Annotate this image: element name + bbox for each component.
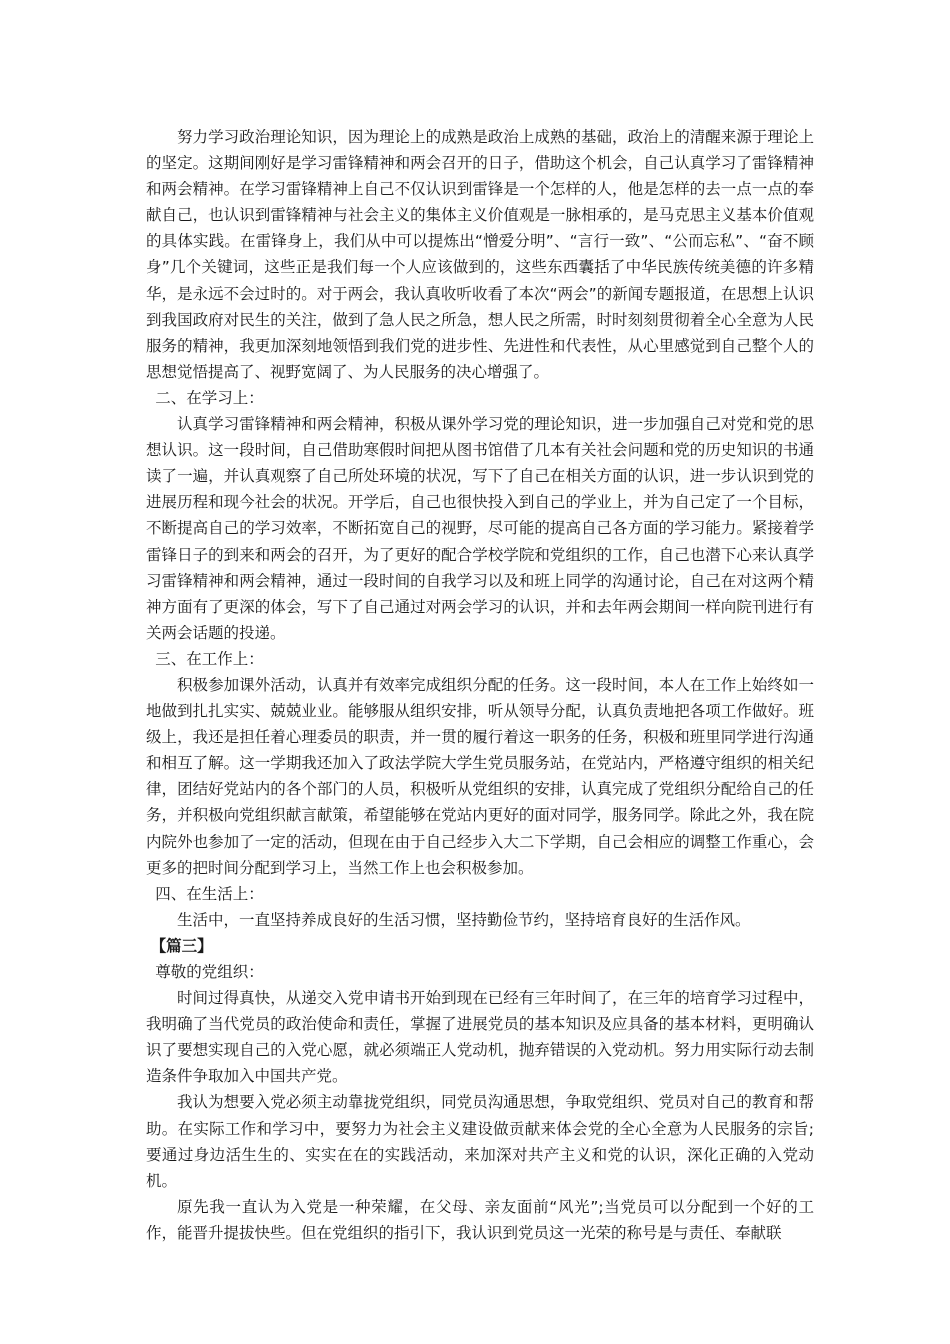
paragraph-three-years: 时间过得真快，从递交入党申请书开始到现在已经有三年时间了，在三年的培育学习过程中，我明确了当代党员的政治使命和责任，掌握了进展党员的基本知识及应具备的基本材料，更明确认识了要想实现自己的入党心愿，就必须端正人党动机，抛弃错误的入党动机。努力用实际行动去制造条件争取加入中国共产党。 bbox=[146, 989, 814, 1086]
paragraph-political-theory: 努力学习政治理论知识，因为理论上的成熟是政治上成熟的基础，政治上的清醒来源于理论上的坚定。这期间刚好是学习雷锋精神和两会召开的日子，借助这个机会，自己认真学习了雷锋精神和两会精神。在学习雷锋精神上自己不仅认识到雷锋是一个怎样的人，他是怎样的去一点一点的奉献自己，也认识到雷锋精神与社会主义的集体主义价值观是一脉相承的，是马克思主义基本价值观的具体实践。在雷锋身上，我们从中可以提炼出“憎爱分明”、“言行一致”、“公而忘私”、“奋不顾身”几个关键词，这些正是我们每一个人应该做到的，这些东西囊括了中华民族传统美德的许多精华，是永远不会过时的。对于两会，我认真收听收看了本次“两会”的新闻专题报道，在思想上认识到我国政府对民生的关注，做到了急人民之所急，想人民之所需，时时刻刻贯彻着全心全意为人民服务的精神，我更加深刻地领悟到我们党的进步性、先进性和代表性，从心里感觉到自己整个人的思想觉悟提高了、视野宽阔了、为人民服务的决心增强了。 bbox=[146, 128, 814, 381]
section-heading-study: 二、在学习上： bbox=[155, 388, 264, 407]
section-heading-life: 四、在生活上： bbox=[155, 884, 264, 903]
salutation: 尊敬的党组织： bbox=[155, 963, 264, 981]
paragraph-approach-party: 我认为想要入党必须主动靠拢党组织，同党员沟通思想，争取党组织、党员对自己的教育和帮助。在实际工作和学习中，要努力为社会主义建设做贡献来体会党的全心全意为人民服务的宗旨;要通过身边活生生的、实实在在的实践活动，来加深对共产主义和党的认识，深化正确的入党动机。 bbox=[146, 1093, 814, 1190]
document-page bbox=[146, 124, 814, 1246]
article-label-part-three: 【篇三】 bbox=[150, 936, 213, 955]
section-heading-work: 三、在工作上： bbox=[155, 649, 264, 668]
paragraph-work: 积极参加课外活动，认真并有效率完成组织分配的任务。这一段时间，本人在工作上始终如一地做到扎扎实实、兢兢业业。能够服从组织安排，听从领导分配，认真负责地把各项工作做好。班级上，我还是担任着心理委员的职责，并一贯的履行着这一职务的任务，积极和班里同学进行沟通和相互了解。这一学期我还加入了政法学院大学生党员服务站，在党站内，严格遵守组织的相关纪律，团结好党站内的各个部门的人员，积极听从党组织的安排，认真完成了党组织分配给自己的任务，并积极向党组织献言献策，希望能够在党站内更好的面对同学，服务同学。除此之外，我在院内院外也参加了一定的活动，但现在由于自己经步入大二下学期，自己会相应的调整工作重心，会更多的把时间分配到学习上，当然工作上也会积极参加。 bbox=[146, 675, 814, 877]
paragraph-life: 生活中，一直坚持养成良好的生活习惯，坚持勤俭节约，坚持培育良好的生活作风。 bbox=[177, 910, 751, 929]
paragraph-honor: 原先我一直认为入党是一种荣耀，在父母、亲友面前“风光”;当党员可以分配到一个好的工作，能晋升提拔快些。但在党组织的指引下，我认识到党员这一光荣的称号是与责任、奉献联 bbox=[146, 1197, 814, 1242]
paragraph-study: 认真学习雷锋精神和两会精神，积极从课外学习党的理论知识，进一步加强自己对党和党的思想认识。这一段时间，自己借助寒假时间把从图书馆借了几本有关社会问题和党的历史知识的书通读了一遍，并认真观察了自己所处环境的状况，写下了自己在相关方面的认识，进一步认识到党的进展历程和现今社会的状况。开学后，自己也很快投入到自己的学业上，并为自己定了一个目标，不断提高自己的学习效率，不断拓宽自己的视野，尽可能的提高自己各方面的学习能力。紧接着学雷锋日子的到来和两会的召开，为了更好的配合学校学院和党组织的工作，自己也潜下心来认真学习雷锋精神和两会精神，通过一段时间的自我学习以及和班上同学的沟通讨论，自己在对这两个精神方面有了更深的体会，写下了自己通过对两会学习的认识，并和去年两会期间一样向院刊进行有关两会话题的投递。 bbox=[146, 415, 814, 642]
